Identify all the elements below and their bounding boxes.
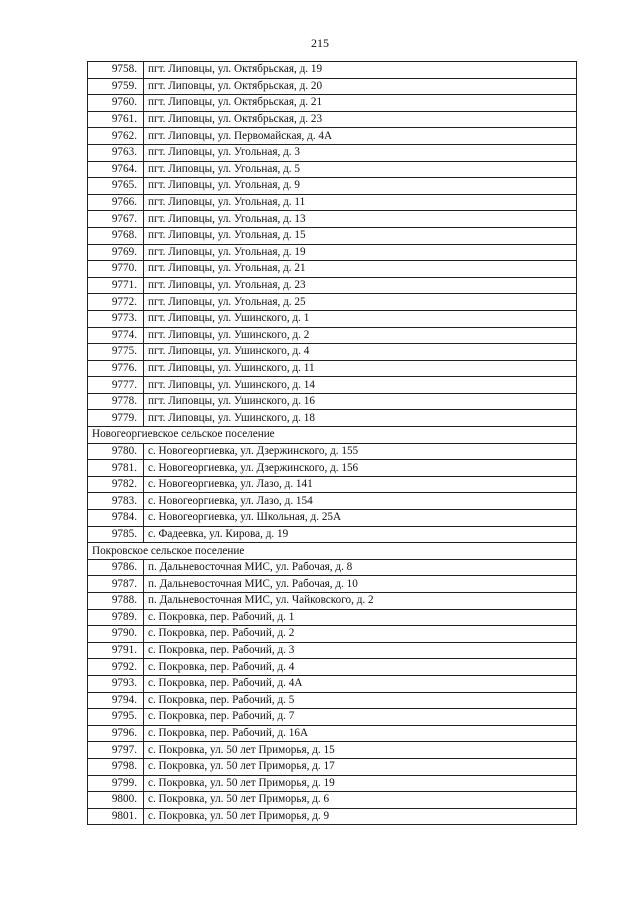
table-row (88, 692, 577, 709)
row-address: с. Новогеоргиевка, ул. Дзержинского, д. 155 (144, 443, 577, 460)
table-row (88, 642, 577, 659)
table-row (88, 659, 577, 676)
row-address: с. Покровка, пер. Рабочий, д. 2 (144, 626, 577, 643)
row-number: 9769. (88, 244, 144, 261)
address-table (87, 61, 577, 825)
row-number: 9778. (88, 393, 144, 410)
row-number: 9770. (88, 261, 144, 278)
row-address: пгт. Липовцы, ул. Угольная, д. 25 (144, 294, 577, 311)
row-number: 9782. (88, 476, 144, 493)
table-row (88, 510, 577, 527)
table-row (88, 609, 577, 626)
section-header-row (88, 543, 577, 560)
row-number: 9781. (88, 460, 144, 477)
table-row (88, 294, 577, 311)
row-address: с. Покровка, ул. 50 лет Приморья, д. 19 (144, 775, 577, 792)
row-address: с. Покровка, пер. Рабочий, д. 4А (144, 675, 577, 692)
table-row (88, 261, 577, 278)
table-row (88, 277, 577, 294)
row-address: с. Новогеоргиевка, ул. Школьная, д. 25А (144, 510, 577, 527)
table-row (88, 792, 577, 809)
row-number: 9797. (88, 742, 144, 759)
table-row (88, 377, 577, 394)
row-address: с. Покровка, ул. 50 лет Приморья, д. 9 (144, 808, 577, 825)
row-address: пгт. Липовцы, ул. Ушинского, д. 18 (144, 410, 577, 427)
row-number: 9768. (88, 227, 144, 244)
row-address: пгт. Липовцы, ул. Ушинского, д. 2 (144, 327, 577, 344)
row-address: с. Покровка, ул. 50 лет Приморья, д. 15 (144, 742, 577, 759)
row-number: 9789. (88, 609, 144, 626)
table-row (88, 675, 577, 692)
row-address: п. Дальневосточная МИС, ул. Чайковского, д. 2 (144, 593, 577, 610)
row-address: с. Покровка, пер. Рабочий, д. 3 (144, 642, 577, 659)
row-address: пгт. Липовцы, ул. Октябрьская, д. 21 (144, 95, 577, 112)
row-address: с. Покровка, ул. 50 лет Приморья, д. 17 (144, 758, 577, 775)
row-number: 9771. (88, 277, 144, 294)
row-number: 9786. (88, 559, 144, 576)
row-address: с. Покровка, пер. Рабочий, д. 5 (144, 692, 577, 709)
row-address: пгт. Липовцы, ул. Ушинского, д. 4 (144, 344, 577, 361)
row-address: с. Новогеоргиевка, ул. Дзержинского, д. 156 (144, 460, 577, 477)
table-row (88, 360, 577, 377)
row-number: 9774. (88, 327, 144, 344)
row-number: 9775. (88, 344, 144, 361)
table-row (88, 493, 577, 510)
table-row (88, 178, 577, 195)
row-number: 9783. (88, 493, 144, 510)
table-row (88, 460, 577, 477)
row-number: 9759. (88, 78, 144, 95)
row-number: 9773. (88, 310, 144, 327)
row-address: с. Покровка, ул. 50 лет Приморья, д. 6 (144, 792, 577, 809)
table-row (88, 310, 577, 327)
table-row (88, 78, 577, 95)
row-number: 9758. (88, 62, 144, 79)
row-number: 9776. (88, 360, 144, 377)
row-number: 9787. (88, 576, 144, 593)
row-number: 9784. (88, 510, 144, 527)
row-address: пгт. Липовцы, ул. Ушинского, д. 11 (144, 360, 577, 377)
page-number: 215 (311, 36, 329, 50)
row-number: 9764. (88, 161, 144, 178)
row-address: с. Покровка, пер. Рабочий, д. 7 (144, 709, 577, 726)
table-row (88, 775, 577, 792)
row-number: 9772. (88, 294, 144, 311)
row-number: 9793. (88, 675, 144, 692)
row-number: 9790. (88, 626, 144, 643)
row-number: 9796. (88, 725, 144, 742)
table-row (88, 559, 577, 576)
table-row (88, 758, 577, 775)
row-address: с. Новогеоргиевка, ул. Лазо, д. 141 (144, 476, 577, 493)
row-address: пгт. Липовцы, ул. Октябрьская, д. 20 (144, 78, 577, 95)
table-row (88, 476, 577, 493)
row-number: 9792. (88, 659, 144, 676)
row-number: 9761. (88, 111, 144, 128)
row-number: 9785. (88, 526, 144, 543)
section-header-row (88, 427, 577, 444)
row-address: с. Покровка, пер. Рабочий, д. 4 (144, 659, 577, 676)
table-row (88, 95, 577, 112)
row-address: пгт. Липовцы, ул. Угольная, д. 13 (144, 211, 577, 228)
section-title: Новогеоргиевское сельское поселение (88, 427, 577, 444)
row-address: пгт. Липовцы, ул. Угольная, д. 5 (144, 161, 577, 178)
row-address: пгт. Липовцы, ул. Ушинского, д. 14 (144, 377, 577, 394)
row-address: пгт. Липовцы, ул. Октябрьская, д. 23 (144, 111, 577, 128)
table-row (88, 244, 577, 261)
row-number: 9794. (88, 692, 144, 709)
table-row (88, 161, 577, 178)
address-table-body (88, 62, 577, 825)
row-address: пгт. Липовцы, ул. Угольная, д. 19 (144, 244, 577, 261)
table-row (88, 808, 577, 825)
row-number: 9799. (88, 775, 144, 792)
row-number: 9795. (88, 709, 144, 726)
section-title: Покровское сельское поселение (88, 543, 577, 560)
row-number: 9763. (88, 144, 144, 161)
table-row (88, 443, 577, 460)
row-address: с. Фадеевка, ул. Кирова, д. 19 (144, 526, 577, 543)
row-number: 9760. (88, 95, 144, 112)
table-row (88, 327, 577, 344)
row-address: пгт. Липовцы, ул. Ушинского, д. 1 (144, 310, 577, 327)
row-number: 9762. (88, 128, 144, 145)
row-number: 9766. (88, 194, 144, 211)
row-number: 9800. (88, 792, 144, 809)
row-address: пгт. Липовцы, ул. Первомайская, д. 4А (144, 128, 577, 145)
table-row (88, 742, 577, 759)
row-address: пгт. Липовцы, ул. Угольная, д. 3 (144, 144, 577, 161)
row-address: пгт. Липовцы, ул. Ушинского, д. 16 (144, 393, 577, 410)
table-row (88, 144, 577, 161)
table-row (88, 393, 577, 410)
table-row (88, 128, 577, 145)
table-row (88, 576, 577, 593)
row-number: 9780. (88, 443, 144, 460)
row-number: 9788. (88, 593, 144, 610)
row-address: п. Дальневосточная МИС, ул. Рабочая, д. 10 (144, 576, 577, 593)
row-address: пгт. Липовцы, ул. Октябрьская, д. 19 (144, 62, 577, 79)
row-address: пгт. Липовцы, ул. Угольная, д. 23 (144, 277, 577, 294)
row-number: 9779. (88, 410, 144, 427)
row-address: пгт. Липовцы, ул. Угольная, д. 9 (144, 178, 577, 195)
row-number: 9798. (88, 758, 144, 775)
table-row (88, 410, 577, 427)
row-address: п. Дальневосточная МИС, ул. Рабочая, д. 8 (144, 559, 577, 576)
row-number: 9777. (88, 377, 144, 394)
table-row (88, 194, 577, 211)
row-address: пгт. Липовцы, ул. Угольная, д. 15 (144, 227, 577, 244)
row-address: с. Покровка, пер. Рабочий, д. 1 (144, 609, 577, 626)
row-number: 9767. (88, 211, 144, 228)
table-row (88, 344, 577, 361)
row-address: пгт. Липовцы, ул. Угольная, д. 11 (144, 194, 577, 211)
row-address: с. Новогеоргиевка, ул. Лазо, д. 154 (144, 493, 577, 510)
row-address: пгт. Липовцы, ул. Угольная, д. 21 (144, 261, 577, 278)
table-row (88, 526, 577, 543)
table-row (88, 593, 577, 610)
table-row (88, 211, 577, 228)
row-address: с. Покровка, пер. Рабочий, д. 16А (144, 725, 577, 742)
table-row (88, 725, 577, 742)
table-row (88, 709, 577, 726)
row-number: 9801. (88, 808, 144, 825)
table-row (88, 62, 577, 79)
table-row (88, 626, 577, 643)
row-number: 9791. (88, 642, 144, 659)
table-row (88, 111, 577, 128)
row-number: 9765. (88, 178, 144, 195)
table-row (88, 227, 577, 244)
